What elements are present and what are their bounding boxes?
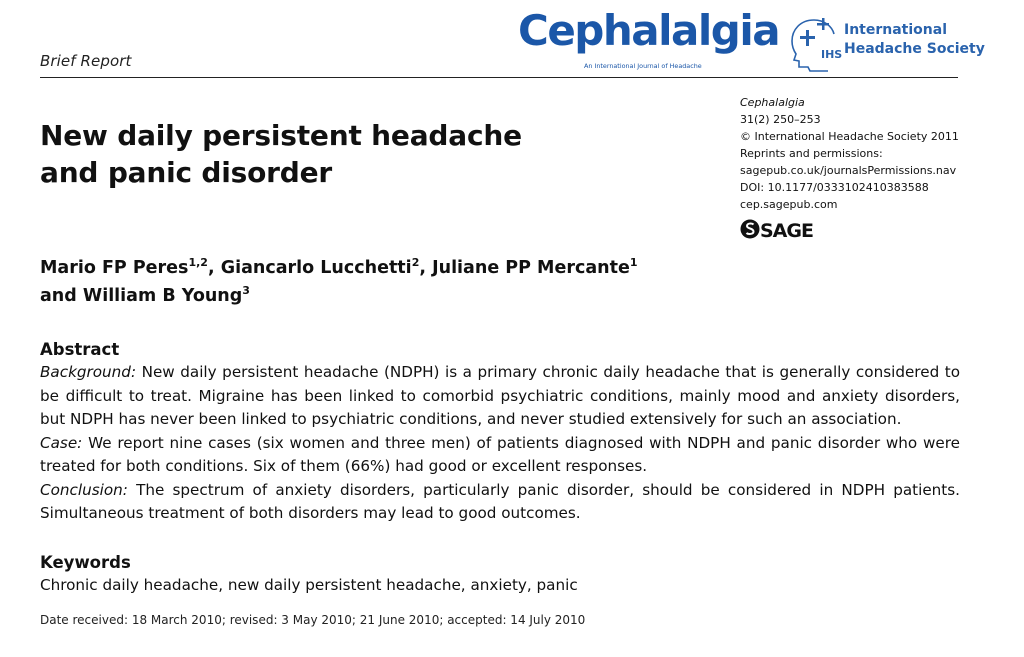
society-name-line1: International (844, 22, 948, 38)
case-label: Case: (40, 433, 83, 452)
conclusion-text: The spectrum of anxiety disorders, particularly panic disorder, should be considered in NDPH patients. Simultaneous treatment of both disorders may lead to good outcomes. (40, 480, 960, 522)
author-list (40, 254, 637, 310)
title-line2: and panic disorder (40, 156, 333, 189)
dates-line: Date received: 18 March 2010; revised: 3 May 2010; 21 June 2010; accepted: 14 July 2010 (40, 613, 586, 627)
journal-site-link[interactable]: cep.sagepub.com (740, 198, 838, 211)
abstract-heading: Abstract (40, 340, 120, 359)
sage-logo (740, 217, 820, 241)
author-name: Giancarlo Lucchetti (220, 258, 412, 278)
reprints-line: Reprints and permissions: (740, 147, 883, 160)
abstract-background (40, 361, 960, 432)
case-text: We report nine cases (six women and three men) of patients diagnosed with NDPH and panic disorder who were treated for both conditions. Six of them (66%) had good or excellent responses. (40, 433, 960, 475)
article-title (40, 117, 522, 191)
journal-wordmark: Cephalalgia (518, 6, 780, 55)
author-affiliation: 1,2 (188, 256, 208, 270)
abstract-case (40, 432, 960, 479)
header-rule (40, 77, 958, 78)
reprints-link[interactable]: sagepub.co.uk/journalsPermissions.nav (740, 164, 957, 177)
journal-subline: An International Journal of Headache (584, 62, 702, 70)
copyright-line: © International Headache Society 2011 (740, 130, 959, 143)
doi-line[interactable]: DOI: 10.1177/0333102410383588 (740, 181, 929, 194)
author-line1: Mario FP Peres$^{1,2}$, Giancarlo Lucchetti$^2$, Juliane PP Mercante$^1$ (40, 256, 638, 278)
author-name: and William B Young (40, 286, 243, 306)
section-label: Brief Report (40, 52, 132, 70)
ihs-head-icon (784, 16, 844, 72)
journal-issue: 31(2) 250–253 (740, 113, 821, 126)
abstract-conclusion (40, 479, 960, 526)
conclusion-label: Conclusion: (40, 480, 128, 499)
background-label: Background: (40, 363, 137, 381)
publisher-name: SAGE (760, 220, 813, 241)
author-affiliation: 1 (629, 256, 638, 270)
abstract-body (40, 361, 960, 526)
author-affiliation: 3 (242, 284, 250, 298)
author-name: Juliane PP Mercante (432, 258, 630, 278)
society-name (844, 21, 985, 59)
keywords-heading: Keywords (40, 553, 131, 572)
background-text: New daily persistent headache (NDPH) is a primary chronic daily headache that is generally considered to be difficult to treat. Migraine has been linked to comorbid psychiatric conditions, mainly mood and anxiety disorders, but NDPH has never been linked to psychiatric conditions, and never studied extensively for such an association. (40, 363, 960, 428)
journal-name: Cephalalgia (740, 96, 805, 109)
ihs-logo-text: IHS (821, 48, 843, 61)
journal-logo (518, 6, 780, 74)
author-line2 (40, 282, 637, 310)
keywords-text: Chronic daily headache, new daily persistent headache, anxiety, panic (40, 576, 578, 594)
title-line1: New daily persistent headache (40, 119, 522, 152)
author-affiliation: 2 (411, 256, 420, 270)
journal-info (740, 94, 959, 213)
author-name: Mario FP Peres (40, 258, 189, 278)
society-name-line2: Headache Society (844, 41, 985, 57)
